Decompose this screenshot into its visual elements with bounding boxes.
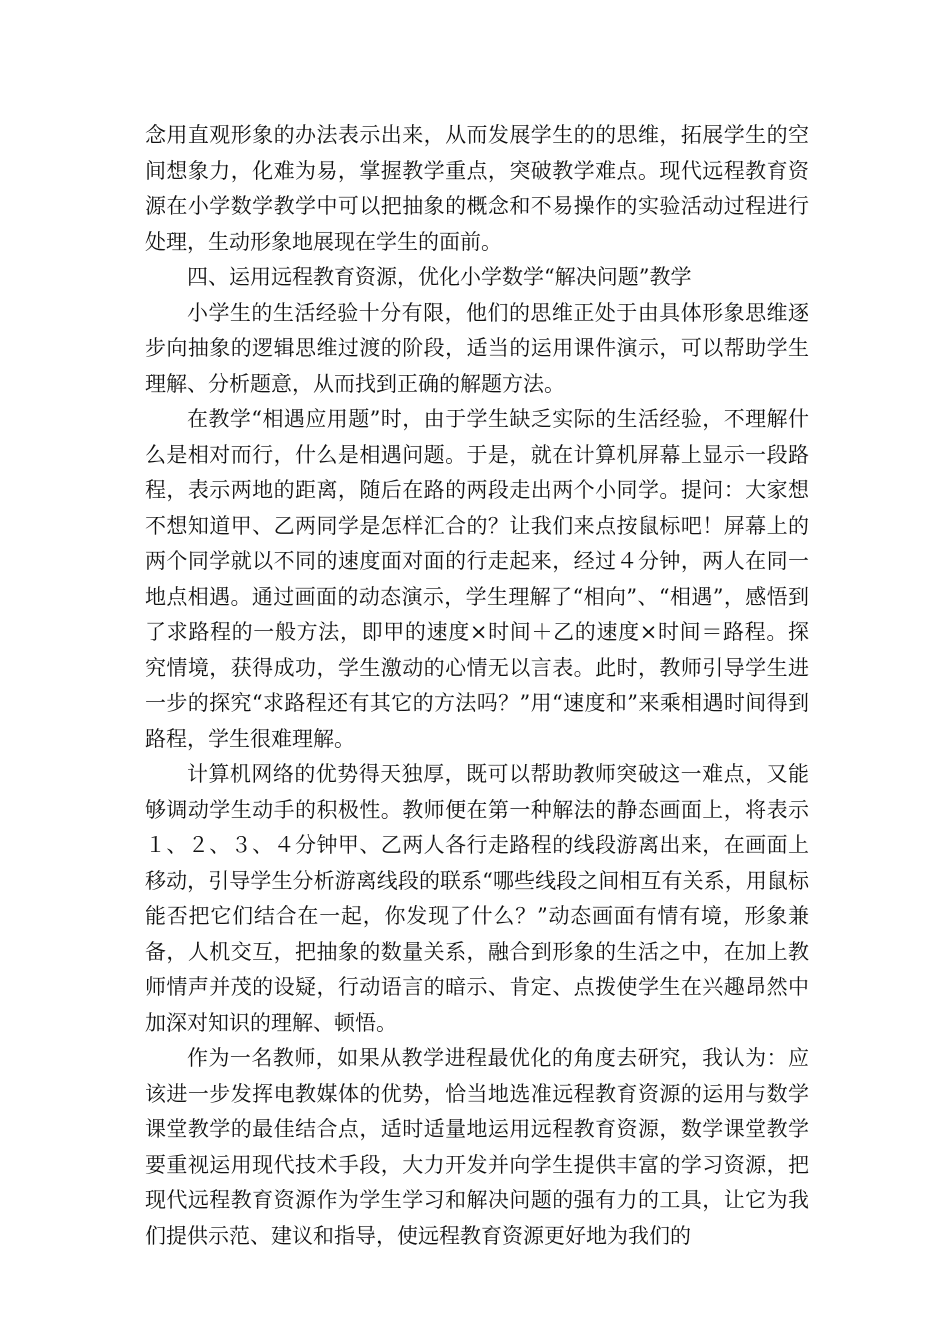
document-page	[145, 118, 809, 1254]
section-heading: 四、运用远程教育资源，优化小学数学“解决问题”教学	[187, 265, 692, 289]
paragraph-continuation: 念用直观形象的办法表示出来，从而发展学生的的思维，拓展学生的空间想象力，化难为易，掌握教学重点，突破教学难点。现代远程教育资源在小学数学教学中可以把抽象的概念和不易操作的实验活动过程进行处理，生动形象地展现在学生的面前。	[145, 123, 809, 254]
paragraph: 在教学“相遇应用题”时，由于学生缺乏实际的生活经验，不理解什么是相对而行，什么是相遇问题。于是，就在计算机屏幕上显示一段路程，表示两地的距离，随后在路的两段走出两个小同学。提问：大家想不想知道甲、乙两同学是怎样汇合的？让我们来点按鼠标吧！屏幕上的两个同学就以不同的速度面对面的行走起来，经过４分钟，两人在同一地点相遇。通过画面的动态演示，学生理解了“相向”、“相遇”，感悟到了求路程的一般方法，即甲的速度×时间＋乙的速度×时间＝路程。探究情境，获得成功，学生激动的心情无以言表。此时，教师引导学生进一步的探究“求路程还有其它的方法吗？”用“速度和”来乘相遇时间得到路程，学生很难理解。	[145, 407, 809, 751]
paragraph: 小学生的生活经验十分有限，他们的思维正处于由具体形象思维逐步向抽象的逻辑思维过渡的阶段，适当的运用课件演示，可以帮助学生理解、分析题意，从而找到正确的解题方法。	[145, 300, 809, 396]
paragraph: 计算机网络的优势得天独厚，既可以帮助教师突破这一难点，又能够调动学生动手的积极性。教师便在第一种解法的静态画面上，将表示１、２、３、４分钟甲、乙两人各行走路程的线段游离出来，在画面上移动，引导学生分析游离线段的联系“哪些线段之间相互有关系，用鼠标能否把它们结合在一起，你发现了什么？”动态画面有情有境，形象兼备，人机交互，把抽象的数量关系，融合到形象的生活之中，在加上教师情声并茂的设疑，行动语言的暗示、肯定、点拨使学生在兴趣昂然中加深对知识的理解、顿悟。	[145, 762, 809, 1035]
paragraph: 作为一名教师，如果从教学进程最优化的角度去研究，我认为：应该进一步发挥电教媒体的优势，恰当地选准远程教育资源的运用与数学课堂教学的最佳结合点，适时适量地运用远程教育资源，数学课堂教学要重视运用现代技术手段，大力开发并向学生提供丰富的学习资源，把现代远程教育资源作为学生学习和解决问题的强有力的工具，让它为我们提供示范、建议和指导，使远程教育资源更好地为我们的	[145, 1046, 809, 1248]
